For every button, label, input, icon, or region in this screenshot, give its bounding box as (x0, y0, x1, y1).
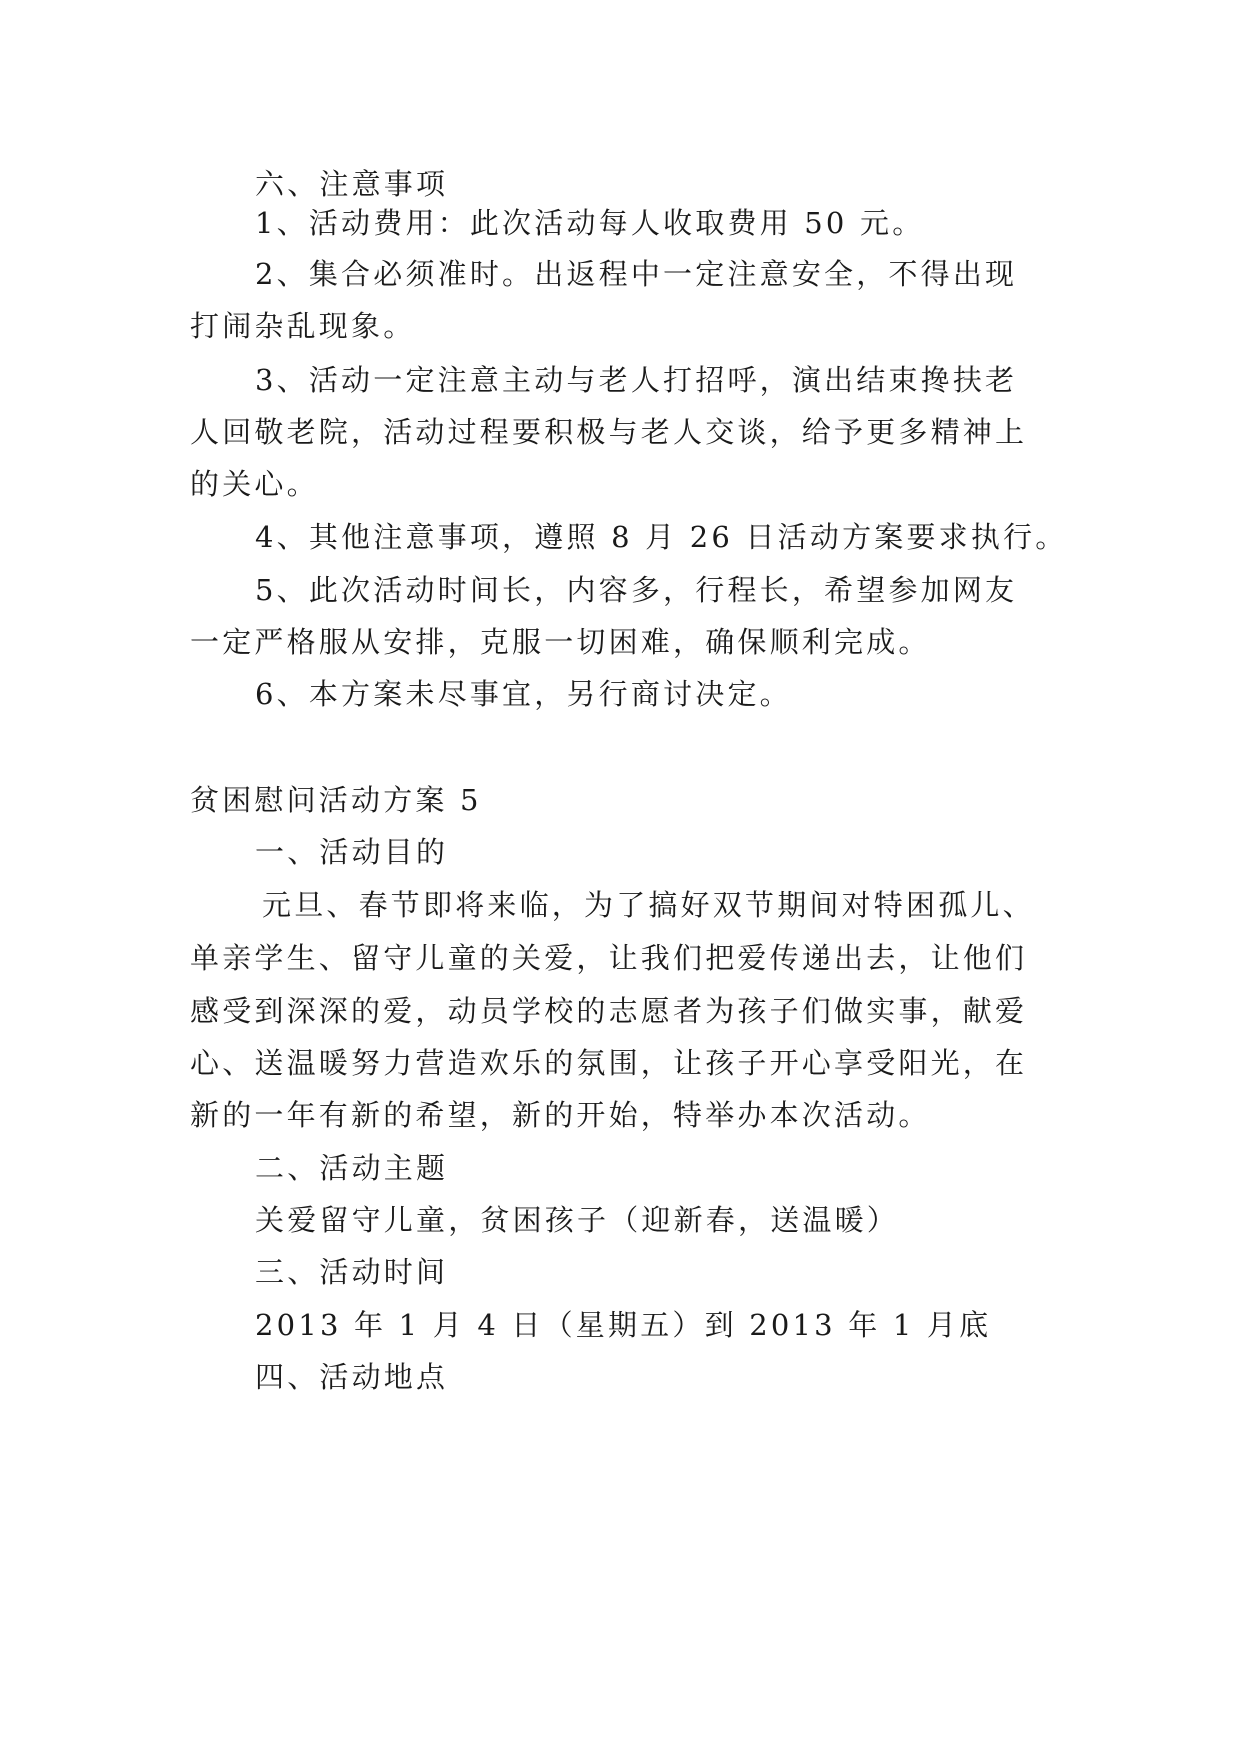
note-item-2-line-1: 2、集合必须准时。出返程中一定注意安全，不得出现 (255, 257, 1018, 291)
purpose-line-5: 新的一年有新的希望，新的开始，特举办本次活动。 (190, 1098, 931, 1132)
time-heading: 三、活动时间 (255, 1255, 449, 1289)
note-item-4: 4、其他注意事项，遵照 8 月 26 日活动方案要求执行。 (255, 520, 1068, 554)
note-item-3-line-3: 的关心。 (190, 467, 319, 501)
section-heading-notes: 六、注意事项 (255, 167, 449, 201)
note-item-5-line-1: 5、此次活动时间长，内容多，行程长，希望参加网友 (255, 573, 1018, 607)
purpose-line-3: 感受到深深的爱，动员学校的志愿者为孩子们做实事，献爱 (190, 994, 1028, 1028)
purpose-line-2: 单亲学生、留守儿童的关爱，让我们把爱传递出去，让他们 (190, 941, 1028, 975)
time-text: 2013 年 1 月 4 日（星期五）到 2013 年 1 月底 (255, 1308, 992, 1342)
note-item-5-line-2: 一定严格服从安排，克服一切困难，确保顺利完成。 (190, 625, 931, 659)
theme-heading: 二、活动主题 (255, 1151, 449, 1185)
theme-text: 关爱留守儿童，贫困孩子（迎新春，送温暖） (255, 1203, 900, 1237)
note-item-3-line-2: 人回敬老院，活动过程要积极与老人交谈，给予更多精神上 (190, 415, 1028, 449)
note-item-2-line-2: 打闹杂乱现象。 (190, 309, 416, 343)
purpose-heading: 一、活动目的 (255, 835, 449, 869)
place-heading: 四、活动地点 (255, 1360, 449, 1394)
note-item-6: 6、本方案未尽事宜，另行商讨决定。 (255, 677, 792, 711)
note-item-1: 1、活动费用：此次活动每人收取费用 50 元。 (255, 206, 925, 240)
note-item-3-line-1: 3、活动一定注意主动与老人打招呼，演出结束搀扶老 (255, 363, 1018, 397)
purpose-line-1: 元旦、春节即将来临，为了搞好双节期间对特困孤儿、 (262, 888, 1035, 922)
plan-title: 贫困慰问活动方案 5 (190, 783, 482, 817)
purpose-line-4: 心、送温暖努力营造欢乐的氛围，让孩子开心享受阳光，在 (190, 1046, 1028, 1080)
